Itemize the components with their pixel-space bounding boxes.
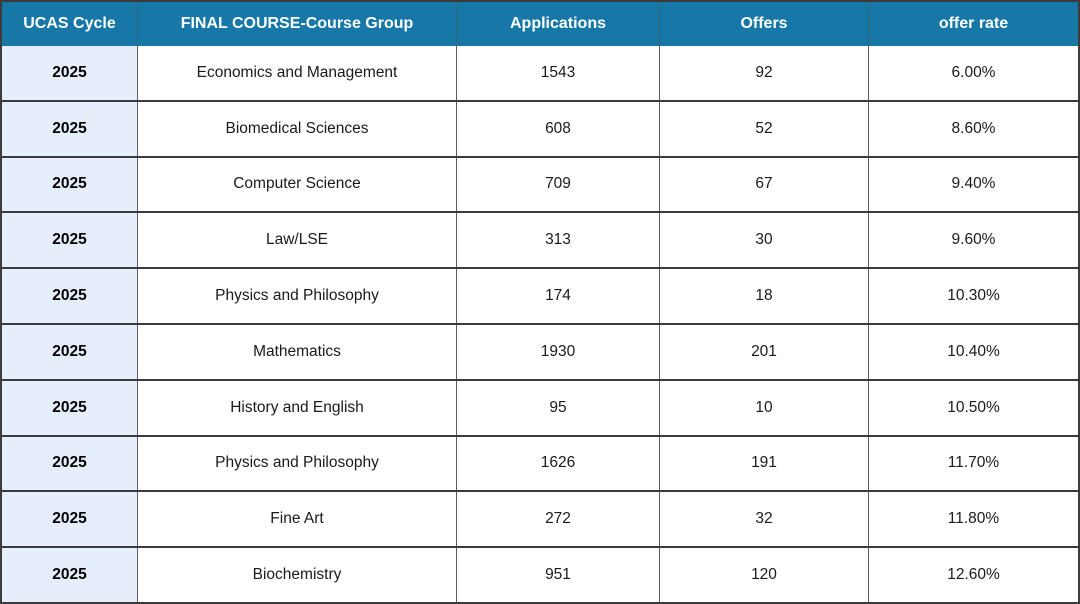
table-row xyxy=(2,435,1078,491)
table-row xyxy=(2,379,1078,435)
cell-offers: 18 xyxy=(660,269,869,323)
table-row xyxy=(2,211,1078,267)
cell-offer-rate: 9.60% xyxy=(869,213,1078,267)
table-row xyxy=(2,490,1078,546)
table-row xyxy=(2,46,1078,100)
header-cell-offers: Offers xyxy=(660,2,869,46)
cell-ucas-cycle: 2025 xyxy=(2,437,138,491)
cell-offer-rate: 8.60% xyxy=(869,102,1078,156)
cell-offer-rate: 11.70% xyxy=(869,437,1078,491)
cell-applications: 1626 xyxy=(457,437,660,491)
cell-offer-rate: 6.00% xyxy=(869,46,1078,100)
cell-applications: 608 xyxy=(457,102,660,156)
cell-offer-rate: 11.80% xyxy=(869,492,1078,546)
cell-course-group: Fine Art xyxy=(138,492,457,546)
cell-ucas-cycle: 2025 xyxy=(2,46,138,100)
cell-ucas-cycle: 2025 xyxy=(2,102,138,156)
table-row xyxy=(2,267,1078,323)
cell-offers: 67 xyxy=(660,158,869,212)
cell-applications: 174 xyxy=(457,269,660,323)
cell-ucas-cycle: 2025 xyxy=(2,269,138,323)
cell-course-group: Economics and Management xyxy=(138,46,457,100)
cell-course-group: Physics and Philosophy xyxy=(138,269,457,323)
cell-ucas-cycle: 2025 xyxy=(2,213,138,267)
cell-course-group: History and English xyxy=(138,381,457,435)
table-row xyxy=(2,100,1078,156)
cell-offers: 201 xyxy=(660,325,869,379)
header-cell-course-group: FINAL COURSE-Course Group xyxy=(138,2,457,46)
cell-offers: 32 xyxy=(660,492,869,546)
cell-offer-rate: 10.30% xyxy=(869,269,1078,323)
cell-applications: 272 xyxy=(457,492,660,546)
header-cell-offer-rate: offer rate xyxy=(938,15,1009,32)
cell-offers: 92 xyxy=(660,46,869,100)
table-row xyxy=(2,323,1078,379)
cell-offers: 191 xyxy=(660,437,869,491)
table-header-row xyxy=(2,2,1078,46)
cell-offer-rate: 10.50% xyxy=(869,381,1078,435)
cell-offers: 30 xyxy=(660,213,869,267)
cell-applications: 313 xyxy=(457,213,660,267)
cell-ucas-cycle: 2025 xyxy=(2,381,138,435)
cell-ucas-cycle: 2025 xyxy=(2,325,138,379)
cell-course-group: Biomedical Sciences xyxy=(138,102,457,156)
cell-course-group: Physics and Philosophy xyxy=(138,437,457,491)
cell-ucas-cycle: 2025 xyxy=(2,492,138,546)
cell-course-group: Law/LSE xyxy=(138,213,457,267)
header-cell-ucas-cycle: UCAS Cycle xyxy=(2,2,138,46)
cell-applications: 709 xyxy=(457,158,660,212)
cell-offer-rate: 9.40% xyxy=(869,158,1078,212)
cell-offer-rate: 12.60% xyxy=(869,548,1078,602)
cell-ucas-cycle: 2025 xyxy=(2,158,138,212)
cell-applications: 95 xyxy=(457,381,660,435)
cell-ucas-cycle: 2025 xyxy=(2,548,138,602)
cell-applications: 1930 xyxy=(457,325,660,379)
table-row xyxy=(2,156,1078,212)
table-row xyxy=(2,546,1078,602)
cell-course-group: Biochemistry xyxy=(138,548,457,602)
cell-offer-rate: 10.40% xyxy=(869,325,1078,379)
cell-offers: 120 xyxy=(660,548,869,602)
header-cell-applications: Applications xyxy=(457,2,660,46)
cell-applications: 1543 xyxy=(457,46,660,100)
cell-course-group: Mathematics xyxy=(138,325,457,379)
cell-applications: 951 xyxy=(457,548,660,602)
cell-course-group: Computer Science xyxy=(138,158,457,212)
cell-offers: 52 xyxy=(660,102,869,156)
cell-offers: 10 xyxy=(660,381,869,435)
